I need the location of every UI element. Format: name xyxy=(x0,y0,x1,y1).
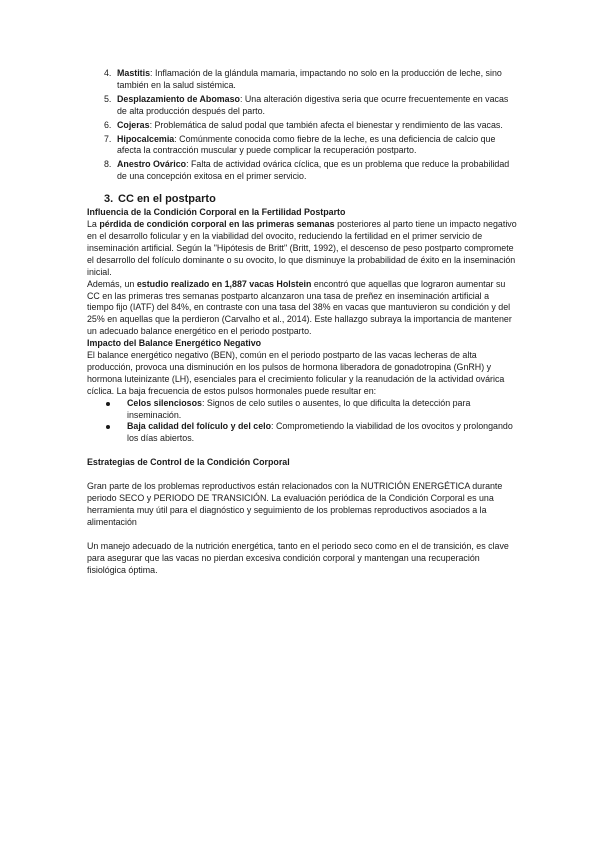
impact-paragraph: El balance energético negativo (BEN), común en el periodo postparto de las vacas lecheras de alta producción, provoca una disminución en los pulsos de hormona liberadora de gonadotropina (GnRH) y hormona luteinizante (LH), esenciales para el crecimiento folicular y la reanudación de la actividad ovárica cíclica. La baja frecuencia de estos pulsos hormonales puede resultar en: xyxy=(87,350,505,396)
list-item xyxy=(87,68,517,92)
bullet-term: Baja calidad del folículo y del celo xyxy=(127,421,272,432)
list-term: Hipocalcemia xyxy=(117,133,175,144)
list-item xyxy=(87,134,517,158)
bullet-icon xyxy=(106,425,110,429)
list-item xyxy=(87,398,517,422)
influence-paragraph-2: Además, un estudio realizado en 1,887 vacas Holstein encontró que aquellas que lograron aumentar su CC en las primeras tres semanas postparto alcanzaron una tasa de preñez en inseminación artificial a tiempo fijo (IATF) del 84%, en contraste con una tasa del 38% en vacas que mantuvieron su condición y del 25% en aquellas que la perdieron (Carvalho et al., 2014). Este hallazgo subraya la importancia de mantener un adecuado balance energético en el periodo postparto. xyxy=(87,278,512,337)
list-text: : Una alteración digestiva seria que ocurre frecuentemente en vacas de alta producción después del parto. xyxy=(117,93,509,116)
list-term: Desplazamiento de Abomaso xyxy=(117,93,240,104)
strategies-paragraph-2: Un manejo adecuado de la nutrición energética, tanto en el periodo seco como en el de transición, es clave para asegurar que las vacas no pierdan excesiva condición corporal y mantengan una recuperación fisiológica óptima. xyxy=(87,540,509,575)
bullet-term: Celos silenciosos xyxy=(127,397,202,408)
list-number: 7. xyxy=(104,133,112,144)
list-term: Anestro Ovárico xyxy=(117,159,187,170)
emphasis-text: pérdida de condición corporal en las primeras semanas xyxy=(99,219,335,230)
list-term: Cojeras xyxy=(117,119,150,130)
list-text: : Comúnmente conocida como fiebre de la leche, es una deficiencia de calcio que afecta la contracción muscular y puede complicar la recuperación postparto. xyxy=(117,133,496,156)
section-title: CC en el postparto xyxy=(118,193,216,206)
list-text: : Inflamación de la glándula mamaria, impactando no solo en la producción de leche, sino también en la salud sistémica. xyxy=(117,68,502,90)
list-item xyxy=(87,120,517,132)
influence-heading: Influencia de la Condición Corporal en la Fertilidad Postparto xyxy=(87,207,346,218)
bullet-text: : Comprometiendo la viabilidad de los ovocitos y prolongando los días abiertos. xyxy=(127,421,513,444)
section-number: 3. xyxy=(104,193,114,206)
impact-bullet-list xyxy=(87,398,517,446)
list-item xyxy=(87,94,517,118)
strategies-heading: Estrategias de Control de la Condición Corporal xyxy=(87,457,290,468)
list-number: 8. xyxy=(104,159,112,170)
list-item xyxy=(87,421,517,445)
list-number: 6. xyxy=(104,119,112,130)
strategies-paragraph-1: Gran parte de los problemas reproductivos están relacionados con la NUTRICIÓN ENERGÉTICA durante periodo SECO y PERIODO DE TRANSICIÓN. La evaluación periódica de la Condición Corporal es una herramienta muy útil para el diagnóstico y seguimiento de los problemas reproductivos asociados a la alimentación xyxy=(87,481,503,527)
bullet-icon xyxy=(106,402,110,406)
list-number: 5. xyxy=(104,93,112,104)
list-text: : Falta de actividad ovárica cíclica, que es un problema que reduce la probabilidad de una concepción exitosa en el primer servicio. xyxy=(117,159,510,182)
document-page xyxy=(87,68,517,577)
influence-paragraph-1: La pérdida de condición corporal en las primeras semanas posteriores al parto tiene un impacto negativo en el desarrollo folicular y en la viabilidad del ovocito, reduciendo la fertilidad en el primer servicio de inseminación artificial. Según la "Hipótesis de Britt" (Britt, 1992), el descenso de peso postparto compromete el desarrollo del folículo dominante o su ovocito, lo que disminuye la probabilidad de éxito en la inseminación inicial. xyxy=(87,219,517,277)
emphasis-text: estudio realizado en 1,887 vacas Holstein xyxy=(136,278,312,289)
list-item xyxy=(87,159,517,183)
impact-heading: Impacto del Balance Energético Negativo xyxy=(87,338,262,349)
section-heading xyxy=(104,193,517,206)
list-text: : Problemática de salud podal que también afecta el bienestar y rendimiento de las vacas. xyxy=(149,119,503,130)
list-term: Mastitis xyxy=(117,68,151,78)
list-number: 4. xyxy=(104,68,112,78)
bullet-text: : Signos de celo sutiles o ausentes, lo que dificulta la detección para inseminación. xyxy=(127,397,471,420)
problem-list xyxy=(87,68,517,183)
